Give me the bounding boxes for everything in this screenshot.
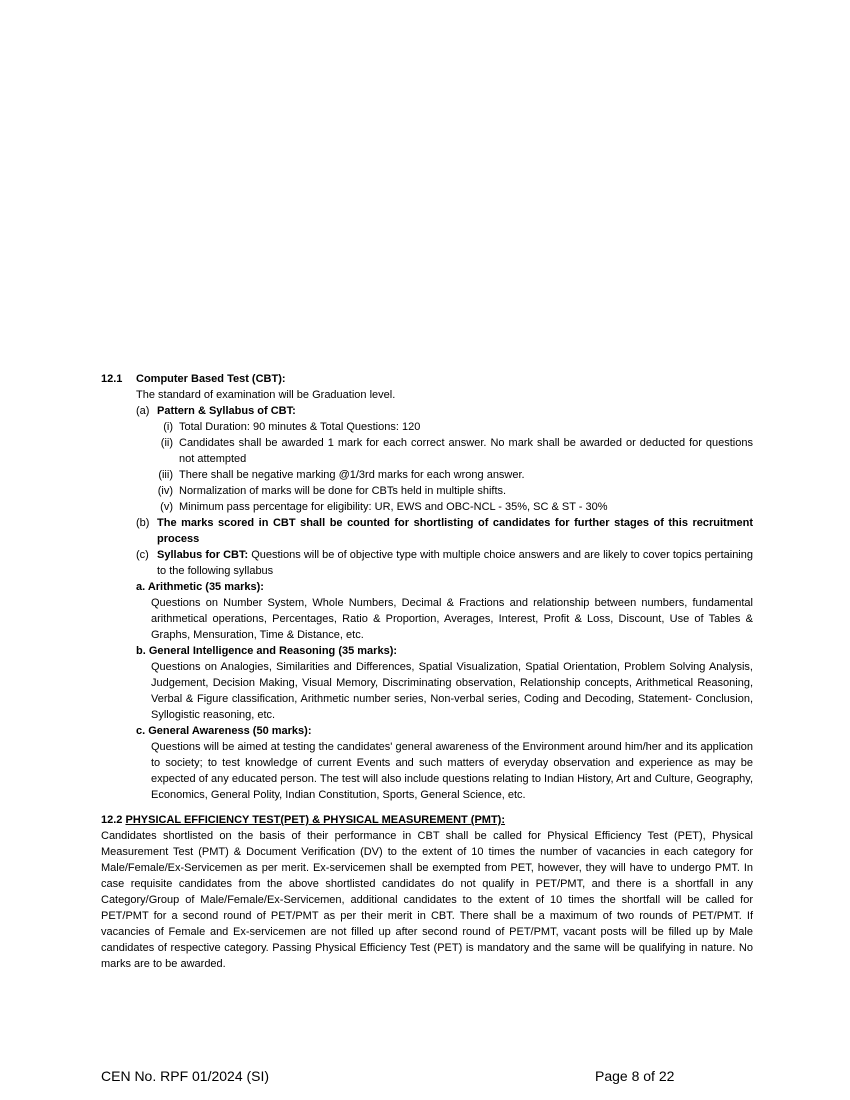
footer-page-number: Page 8 of 22: [595, 1068, 675, 1084]
arithmetic-text: Questions on Number System, Whole Numbers, Decimal & Fractions and relationship between numbers, fundamental arithmetical operations, Percentages, Ratio & Proportion, Averages, Interest, Profit & Loss, Discount, Use of Tables & Graphs, Mensuration, Time & Distance, etc.: [151, 597, 753, 641]
shortlisting-note: [136, 515, 753, 547]
section-title: PHYSICAL EFFICIENCY TEST(PET) & PHYSICAL MEASUREMENT (PMT):: [125, 814, 506, 826]
item-text: Candidates shall be awarded 1 mark for each correct answer. No mark shall be awarded or deducted for questions not attempted: [179, 437, 753, 465]
item-number: (iii): [158, 469, 173, 481]
item-label: (b): [136, 517, 150, 529]
section-number: 12.2: [101, 814, 123, 826]
arithmetic-heading: a. Arithmetic (35 marks):: [136, 581, 264, 593]
syllabus-text: Questions will be of objective type with multiple choice answers and are likely to cover topics pertaining to the following syllabus: [157, 549, 753, 577]
list-item: [157, 467, 753, 483]
pattern-title: Pattern & Syllabus of CBT:: [157, 405, 296, 417]
pattern-list: [157, 419, 753, 515]
shortlisting-text: The marks scored in CBT shall be counted for shortlisting of candidates for further stages of this recruitment process: [157, 517, 753, 545]
item-label: (c): [136, 549, 149, 561]
general-awareness-heading: c. General Awareness (50 marks):: [136, 725, 312, 737]
pattern-heading: [136, 403, 753, 419]
standard-text: The standard of examination will be Graduation level.: [136, 389, 396, 401]
list-item: [157, 499, 753, 515]
footer-cen-number: CEN No. RPF 01/2024 (SI): [101, 1068, 270, 1084]
list-item: [157, 419, 753, 435]
list-item: [157, 483, 753, 499]
general-awareness-text: Questions will be aimed at testing the candidates' general awareness of the Environment around him/her and its application to society; to test knowledge of current Events and such matters of everyday observation and experience as may be expected of any educated person. The test will also include questions relating to Indian History, Art and Culture, Geography, Economics, General Polity, Indian Constitution, Sports, General Science, etc.: [151, 741, 753, 801]
reasoning-text: Questions on Analogies, Similarities and Differences, Spatial Visualization, Spatial Orientation, Problem Solving Analysis, Judgement, Decision Making, Visual Memory, Discriminating observation, Relationship concepts, Arithmetical Reasoning, Verbal & Figure classification, Arithmetic number series, Non-verbal series, Coding and Decoding, Statement- Conclusion, Syllogistic reasoning, etc.: [151, 661, 753, 721]
item-number: (ii): [160, 437, 173, 449]
item-text: There shall be negative marking @1/3rd marks for each wrong answer.: [179, 469, 525, 481]
syllabus-intro: [136, 547, 753, 579]
section-number: 12.1: [101, 373, 123, 385]
item-text: Normalization of marks will be done for CBTs held in multiple shifts.: [179, 485, 507, 497]
item-number: (iv): [157, 485, 173, 497]
item-text: Total Duration: 90 minutes & Total Questions: 120: [179, 421, 421, 433]
pet-pmt-text: Candidates shortlisted on the basis of their performance in CBT shall be called for Physical Efficiency Test (PET), Physical Measurement Test (PMT) & Document Verification (DV) to the extent of 10 times the number of vacancies in each category for Male/Female/Ex-Servicemen as per merit. Ex-servicemen shall be exempted from PET, however, they will have to undergo PMT. In case requisite candidates from the above shortlisted candidates do not qualify in PET/PMT, and there is a shortfall in any Category/Group of Male/Female/Ex-Servicemen, additional candidates to the extent of 10 times the shortfall will be called for PET/PMT for a second round of PET/PMT as per their merit in CBT. There shall be a maximum of two rounds of PET/PMT. If vacancies of Female and Ex-servicemen are not filled up after second round of PET/PMT, vacant posts will be filled up by Male candidates of respective category. Passing Physical Efficiency Test (PET) is mandatory and the same will be qualifying in nature. No marks are to be awarded.: [101, 830, 753, 970]
reasoning-heading: b. General Intelligence and Reasoning (35 marks):: [136, 645, 398, 657]
item-number: (v): [160, 501, 173, 513]
section-title: Computer Based Test (CBT):: [136, 373, 286, 385]
list-item: [157, 435, 753, 467]
item-label: (a): [136, 405, 150, 417]
item-number: (i): [163, 421, 173, 433]
section-12-2-heading: [101, 812, 753, 828]
syllabus-title: Syllabus for CBT:: [157, 549, 249, 561]
document-body: [101, 371, 753, 972]
section-12-1-heading: [101, 371, 753, 387]
item-text: Minimum pass percentage for eligibility: UR, EWS and OBC-NCL - 35%, SC & ST - 30%: [179, 501, 608, 513]
